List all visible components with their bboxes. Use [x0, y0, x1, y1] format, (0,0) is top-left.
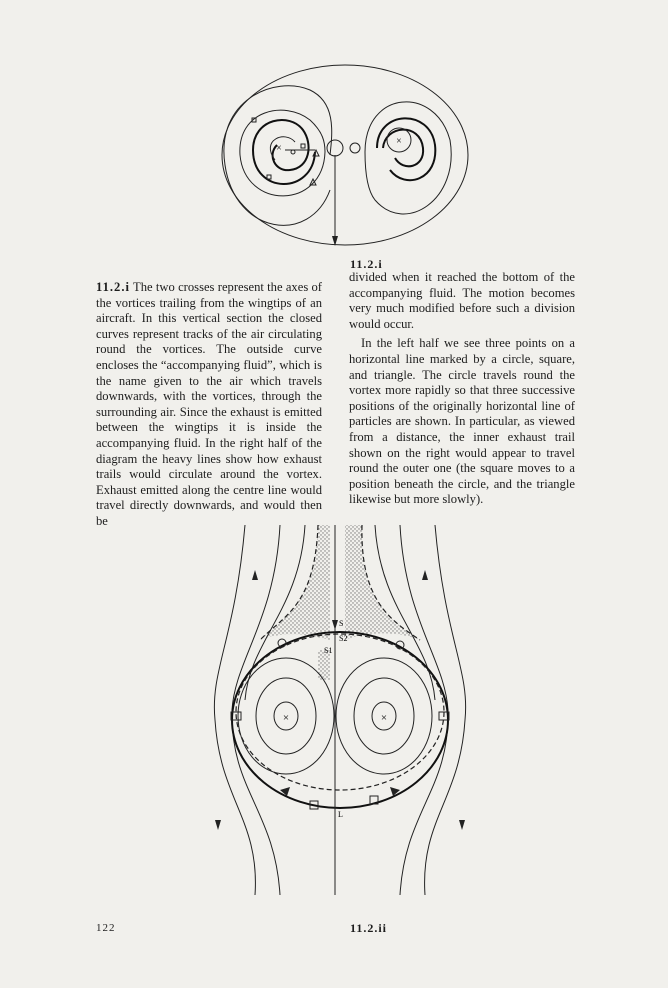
streamline-right-2	[400, 525, 448, 895]
figure-2-caption-label: 11.2.ii	[350, 921, 388, 935]
centre-circle-right	[350, 143, 360, 153]
left-vortex-cross: ×	[276, 143, 282, 154]
left-paragraph	[96, 280, 322, 530]
right-exhaust-region	[345, 525, 420, 640]
square-marker	[301, 144, 305, 148]
triangle-marker	[310, 179, 316, 185]
right-vortex-cross: ×	[380, 712, 388, 724]
dashed-inner-ellipse	[236, 634, 444, 790]
circle-marker	[291, 150, 295, 154]
label-s1: S1	[324, 646, 333, 655]
right-paragraph-1: divided when it reached the bottom of the accompanying fluid. The motion becomes very much modified before such a division would occur.	[349, 270, 575, 331]
arrow-up	[422, 570, 428, 580]
left-exhaust-region	[260, 525, 330, 640]
triangle-marker	[313, 150, 319, 156]
streamline-outer-left	[214, 525, 255, 895]
accompanying-fluid-ellipse	[232, 632, 448, 808]
left-spiral-trail	[253, 120, 315, 184]
right-text-column	[349, 270, 575, 508]
figure-1-caption-label: 11.2.i	[350, 257, 383, 271]
right-vortex-cross: ×	[396, 136, 402, 147]
figure-11-2-ii	[190, 520, 490, 900]
right-paragraph-2: In the left half we see three points on a horizontal line marked by a circle, square, and triangle. The circle travels round the vortex more rapidly so that three successive positions of the originally horizontal line of particles are shown. In particular, as viewed from a distance, the inner exhaust trail shown on the right would appear to travel round the outer one (the square moves to a position beneath the circle, and the triangle likewise but more slowly).	[349, 336, 575, 507]
left-vortex-cross: ×	[282, 712, 290, 724]
left-paragraph-text: The two crosses represent the axes of the vortices trailing from the wingtips of an aircraft. In this vertical section the closed curves represent tracks of the air circulating round the vortices. The outside curve encloses the “accompanying fluid”, which is the name given to the air which travels downwards, with the vortices, through the surrounding air. Since the exhaust is emitted between the wingtips it is inside the accompanying fluid. In the right half of the diagram the heavy lines show how exhaust trails would circulate around the vortex. Exhaust emitted along the centre line would travel directly downwards, and would then be	[96, 280, 322, 528]
page-number: 122	[96, 922, 116, 934]
accompanying-fluid-outline	[222, 65, 468, 245]
arrow-down	[215, 820, 221, 830]
arrow-down	[459, 820, 465, 830]
label-s2: S2	[339, 634, 348, 643]
streamline-outer-right	[425, 525, 466, 895]
right-inner-trail	[383, 130, 423, 167]
label-s: S	[339, 619, 344, 628]
left-text-column	[96, 280, 322, 530]
centre-circle-left	[327, 140, 343, 156]
figure-11-2-i	[215, 60, 475, 260]
label-l: L	[338, 810, 343, 819]
inline-figure-label: 11.2.i	[96, 280, 130, 294]
arrow-up	[252, 570, 258, 580]
arrow-centre-down	[332, 620, 338, 630]
